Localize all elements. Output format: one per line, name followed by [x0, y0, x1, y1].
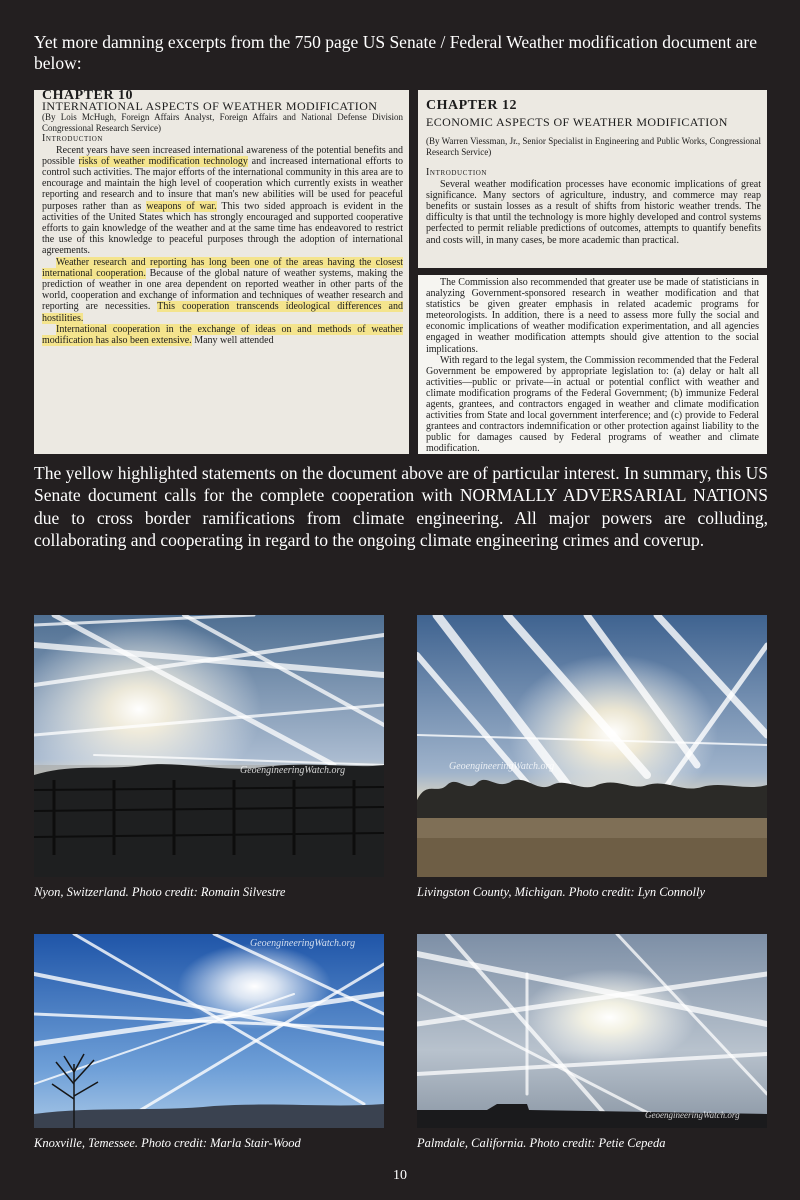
photo-palmdale	[417, 934, 767, 1128]
watermark: GeoengineeringWatch.org	[645, 1110, 740, 1120]
chapter-number: CHAPTER 12	[426, 98, 517, 113]
chapter-title: ECONOMIC ASPECTS OF WEATHER MODIFICATION	[426, 115, 728, 130]
section-heading: Introduction	[42, 133, 104, 145]
chapter-author: (By Lois McHugh, Foreign Affairs Analyst, Foreign Affairs and National Defense Division Congressional Research Service)	[42, 112, 403, 133]
sky-photo	[34, 615, 384, 877]
photo-knoxville	[34, 934, 384, 1128]
scan-text: Recent years have seen increased international awareness of the potential benefits and possible	[42, 144, 403, 167]
page-number: 10	[393, 1168, 407, 1183]
scan-text: Many well attended	[191, 335, 274, 347]
highlighted-text: Weather research and reporting has long been one of the areas having the closest international cooperation.	[42, 256, 403, 279]
highlighted-text: International cooperation in the exchange of ideas on and methods of weather modification has also been extensive.	[42, 323, 403, 347]
scan-paragraph	[42, 145, 403, 257]
photo-caption: Livingston County, Michigan. Photo credit: Lyn Connolly	[417, 885, 706, 899]
scan-text: This two sided approach is evident in the activities of the United States which has strongly encouraged and supported cooperative efforts to gain knowledge of the weather and at the same time has endeavored to restrict the use of this knowledge to peaceful purposes through the adoption of international agreements.	[42, 200, 403, 257]
scan-text: and increased international efforts to control such activities. The major efforts of the international community in this area are to encourage and maintain the high level of cooperation which currently exists in weather reporting and research and to insure that man's new abilities will be used for peaceful purposes rather than as	[42, 155, 404, 212]
watermark: GeoengineeringWatch.org	[449, 761, 555, 772]
photo-caption: Knoxville, Temessee. Photo credit: Marla Stair-Wood	[34, 1136, 301, 1150]
photo-caption: Palmdale, California. Photo credit: Petie Cepeda	[417, 1136, 666, 1150]
highlighted-text: This cooperation transcends ideological differences and hostilities.	[42, 301, 403, 324]
photo-livingston	[417, 615, 767, 877]
chapter-number: CHAPTER 10	[42, 90, 133, 103]
photo-caption: Nyon, Switzerland. Photo credit: Romain Silvestre	[34, 885, 286, 899]
watermark: GeoengineeringWatch.org	[250, 938, 356, 949]
scan-paragraph	[42, 257, 403, 324]
scan-text: Because of the global nature of weather systems, making the prediction of weather in one area dependent on reported weather in other parts of the world, cooperation and exchange of information and techniques of weather research and reporting are necessities.	[42, 267, 403, 313]
scan-paragraph	[42, 324, 403, 346]
section-heading: Introduction	[426, 167, 488, 179]
document-scan-chapter-12	[418, 90, 767, 268]
chapter-title: INTERNATIONAL ASPECTS OF WEATHER MODIFICATION	[42, 99, 378, 114]
photo-nyon	[34, 615, 384, 877]
scan-paragraph: Several weather modification processes have economic implications of great significance. Many sectors of agriculture, industry, and commerce may reap benefits or sustain losses as a result of shifts from historic weather trends. The difficulty is that until the technology is more highly developed and control systems perfected to permit reliable predictions of outcomes, attempts to quantify benefits and costs will, in many cases, be more academic than practical.	[426, 178, 761, 246]
document-scan-commission	[418, 275, 767, 454]
watermark: GeoengineeringWatch.org	[240, 765, 346, 776]
highlighted-text: risks of weather modification technology	[78, 155, 248, 167]
sky-photo	[417, 615, 767, 877]
document-scan-chapter-10	[34, 90, 409, 454]
highlighted-text: weapons of war.	[146, 200, 217, 212]
intro-text: Yet more damning excerpts from the 750 page US Senate / Federal Weather modification document are below:	[34, 32, 758, 73]
chapter-author: (By Warren Viessman, Jr., Senior Specialist in Engineering and Public Works, Congressional Research Service)	[426, 136, 761, 157]
scan-paragraph: With regard to the legal system, the Commission recommended that the Federal Government be empowered by appropriate legislation to: (a) delay or halt all activities—public or private—in actual or potential conflict with weather and climate modification programs of the Federal Government; (b) immunize Federal agents, grantees, and contractors engaged in weather and climate modification activities from State and local government interference; and (c) provide to Federal grantees and contractors indemnification or other protection against liability to the public for damages caused by Federal programs of weather and climate modification.	[426, 354, 759, 454]
sky-photo	[34, 934, 384, 1128]
sky-photo	[417, 934, 767, 1128]
summary-text: The yellow highlighted statements on the document above are of particular interest. In summary, this US Senate document calls for the complete cooperation with NORMALLY ADVERSARIAL NATIONS due to cross border ramifications from climate engineering. All major powers are colluding, collaborating and cooperating in regard to the ongoing climate engineering crimes and coverup.	[34, 463, 768, 550]
scan-paragraph: The Commission also recommended that greater use be made of statisticians in analyzing Government-sponsored research in weather modification and that statistics be given greater emphasis in related academic programs for meteorologists. In addition, there is a need to assess more fully the social and economic implications of weather modification experimentation, and all agencies engaged in weather modification attempts should give attention to the social implications.	[426, 277, 759, 355]
